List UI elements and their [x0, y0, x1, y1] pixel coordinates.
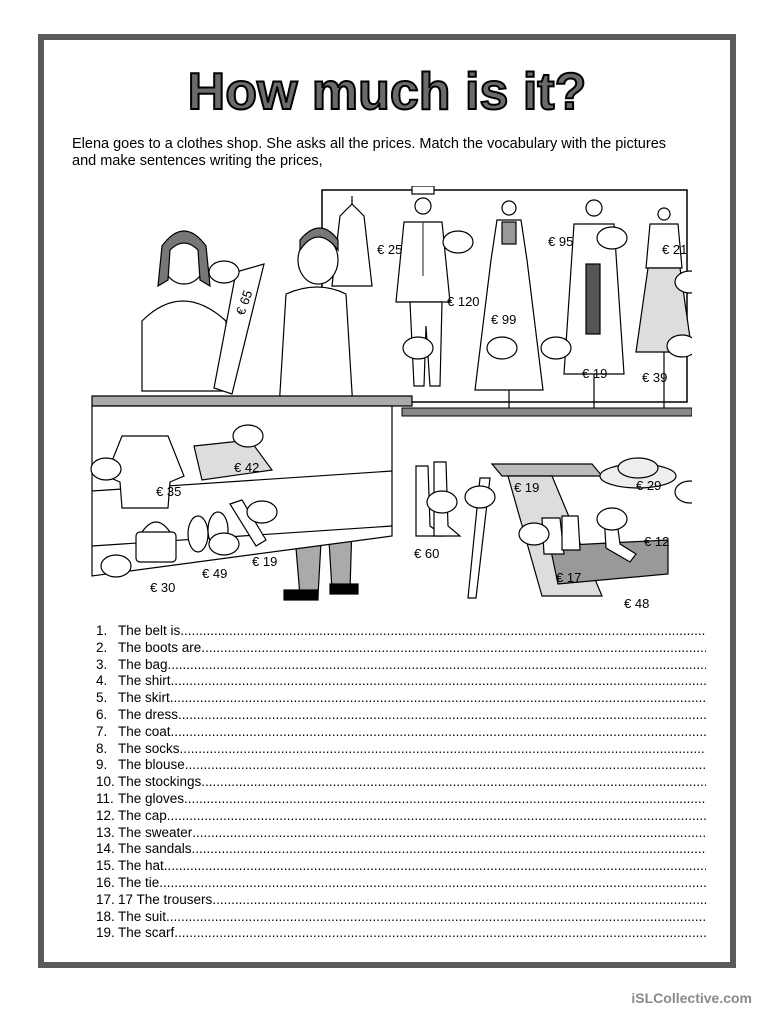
item-number: 4. — [96, 673, 108, 689]
price-tag: € 49 — [202, 566, 228, 581]
price-tag: € 19 — [252, 554, 278, 569]
item-number: 1. — [96, 623, 108, 638]
shop-assistant — [142, 231, 226, 391]
shop-illustration — [72, 186, 692, 611]
item-text: The suit — [118, 908, 167, 924]
worksheet-frame — [38, 34, 736, 968]
item-text: The socks — [118, 740, 180, 756]
list-item[interactable] — [96, 707, 706, 724]
answer-line[interactable] — [192, 841, 706, 858]
list-item[interactable] — [96, 925, 706, 942]
price-tag: € 17 — [556, 570, 582, 585]
cap — [412, 186, 434, 194]
answer-line[interactable] — [178, 707, 706, 724]
answer-oval[interactable] — [519, 523, 549, 545]
list-item[interactable] — [96, 690, 706, 707]
item-number: 10. — [96, 774, 115, 790]
price-tag: € 35 — [156, 484, 182, 499]
answer-oval[interactable] — [209, 533, 239, 555]
item-number: 9. — [96, 757, 108, 773]
price-tag: € 95 — [548, 234, 574, 249]
answer-line[interactable] — [201, 640, 706, 657]
answer-line[interactable] — [171, 724, 706, 741]
item-text: The stockings — [118, 774, 202, 790]
answer-line[interactable] — [174, 925, 706, 942]
answer-oval[interactable] — [675, 481, 692, 503]
answer-line[interactable] — [164, 858, 706, 875]
price-tag: € 30 — [150, 580, 176, 595]
list-item[interactable] — [96, 623, 706, 640]
item-number: 2. — [96, 639, 108, 655]
item-number: 18. — [96, 908, 115, 924]
list-item[interactable] — [96, 909, 706, 926]
price-tag: € 19 — [582, 366, 608, 381]
answer-line[interactable] — [180, 623, 706, 640]
item-number: 15. — [96, 858, 115, 874]
list-item[interactable] — [96, 741, 706, 758]
instructions: Elena goes to a clothes shop. She asks all the prices. Match the vocabulary with the pictures and make sentences writing the prices, — [72, 136, 667, 169]
list-item[interactable] — [96, 858, 706, 875]
list-item[interactable] — [96, 791, 706, 808]
item-text: The coat — [118, 723, 171, 739]
list-item[interactable] — [96, 808, 706, 825]
item-text: The scarf — [118, 925, 175, 941]
page-title: How much is it? — [187, 63, 587, 121]
price-tag: € 25 — [377, 242, 403, 257]
item-text: The hat — [118, 858, 164, 874]
answer-line[interactable] — [185, 757, 706, 774]
item-text: The shirt — [118, 673, 171, 689]
item-text: The blouse — [118, 757, 185, 773]
answer-line[interactable] — [192, 825, 706, 842]
answer-line[interactable] — [166, 909, 706, 926]
item-text: 17 The trousers — [118, 891, 213, 907]
item-text: The gloves — [118, 790, 185, 806]
price-tag: € 39 — [642, 370, 668, 385]
answer-oval[interactable] — [465, 486, 495, 508]
item-number: 11. — [96, 790, 114, 806]
list-item[interactable] — [96, 724, 706, 741]
answer-oval[interactable] — [91, 458, 121, 480]
item-text: The belt is — [118, 623, 181, 638]
item-text: The bag — [118, 656, 168, 672]
answer-oval[interactable] — [541, 337, 571, 359]
item-text: The dress — [118, 706, 179, 722]
item-text: The tie — [118, 874, 160, 890]
price-tag: € 99 — [491, 312, 517, 327]
price-tag: € 42 — [234, 460, 260, 475]
answer-oval[interactable] — [667, 335, 692, 357]
site-watermark: iSLCollective.com — [631, 990, 752, 1006]
item-number: 17. — [96, 891, 115, 907]
item-number: 14. — [96, 841, 115, 857]
list-item[interactable] — [96, 825, 706, 842]
item-text: The sandals — [118, 841, 192, 857]
answer-line[interactable] — [201, 774, 706, 791]
list-item[interactable] — [96, 841, 706, 858]
answer-line[interactable] — [170, 690, 706, 707]
answer-line[interactable] — [171, 673, 706, 690]
item-text: The cap — [118, 807, 167, 823]
item-text: The sweater — [118, 824, 193, 840]
answer-oval[interactable] — [487, 337, 517, 359]
item-number: 5. — [96, 690, 108, 706]
answer-oval[interactable] — [597, 508, 627, 530]
list-item[interactable] — [96, 757, 706, 774]
answer-line[interactable] — [159, 875, 706, 892]
list-item[interactable] — [96, 875, 706, 892]
answer-oval[interactable] — [427, 491, 457, 513]
price-tag: € 65 — [232, 288, 256, 318]
item-number: 6. — [96, 706, 108, 722]
item-number: 12. — [96, 807, 115, 823]
answer-line[interactable] — [168, 657, 706, 674]
price-tag: € 48 — [624, 596, 650, 611]
answer-oval[interactable] — [209, 261, 239, 283]
vocabulary-list — [96, 623, 706, 942]
list-item[interactable] — [96, 673, 706, 690]
item-number: 3. — [96, 656, 108, 672]
item-number: 16. — [96, 874, 115, 890]
price-tag: € 21 — [662, 242, 688, 257]
answer-oval[interactable] — [233, 425, 263, 447]
price-tag: € 19 — [514, 480, 540, 495]
item-text: The skirt — [118, 690, 170, 706]
item-number: 8. — [96, 740, 108, 756]
list-item[interactable] — [96, 640, 706, 657]
answer-line[interactable] — [212, 892, 706, 909]
price-tag: € 120 — [447, 294, 480, 309]
list-item[interactable] — [96, 657, 706, 674]
answer-line[interactable] — [180, 741, 706, 758]
answer-oval[interactable] — [443, 231, 473, 253]
answer-oval[interactable] — [597, 227, 627, 249]
list-item[interactable] — [96, 774, 706, 791]
item-number: 19. — [96, 925, 115, 941]
answer-line[interactable] — [184, 791, 706, 808]
window-base — [402, 408, 692, 416]
list-item[interactable] — [96, 892, 706, 909]
answer-line[interactable] — [167, 808, 706, 825]
answer-oval[interactable] — [101, 555, 131, 577]
price-tag: € 60 — [414, 546, 440, 561]
price-tag: € 12 — [644, 534, 670, 549]
item-number: 13. — [96, 824, 115, 840]
item-text: The boots are — [118, 639, 202, 655]
item-number: 7. — [96, 723, 108, 739]
answer-oval[interactable] — [403, 337, 433, 359]
answer-oval[interactable] — [247, 501, 277, 523]
price-tag: € 29 — [636, 478, 662, 493]
